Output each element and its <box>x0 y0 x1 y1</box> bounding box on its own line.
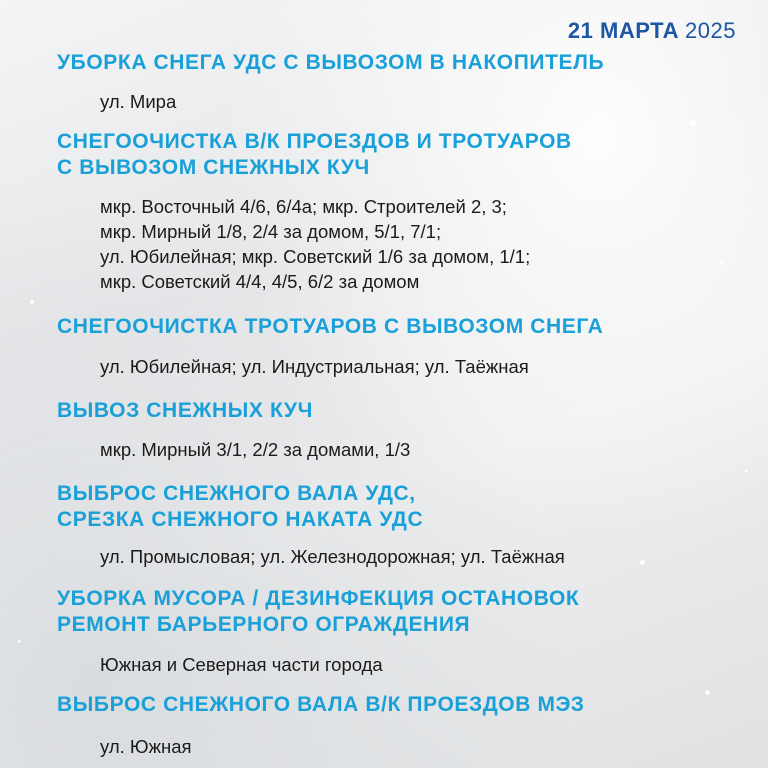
address-line: мкр. Советский 4/4, 4/5, 6/2 за домом <box>100 271 420 292</box>
snowflake-icon <box>705 690 710 695</box>
address-line: мкр. Мирный 1/8, 2/4 за домом, 5/1, 7/1; <box>100 221 442 242</box>
section-body <box>100 89 176 114</box>
section-title <box>57 692 585 718</box>
snowflake-icon <box>18 640 21 643</box>
snowflake-icon <box>745 470 748 473</box>
section-title <box>57 129 572 181</box>
section-title-line: РЕМОНТ БАРЬЕРНОГО ОГРАЖДЕНИЯ <box>57 613 471 636</box>
section-title <box>57 481 423 533</box>
section-title-line: УБОРКА МУСОРА / ДЕЗИНФЕКЦИЯ ОСТАНОВОК <box>57 587 580 610</box>
snowflake-icon <box>30 300 34 304</box>
date-header <box>568 18 736 44</box>
address-line: ул. Мира <box>100 91 177 112</box>
section-title-line: ВЫВОЗ СНЕЖНЫХ КУЧ <box>57 399 313 422</box>
section-body <box>100 437 410 462</box>
date-day-month: 21 МАРТА <box>567 18 680 43</box>
address-line: ул. Южная <box>100 736 192 757</box>
date-year: 2025 <box>685 18 736 43</box>
section-title-line: СНЕГООЧИСТКА В/К ПРОЕЗДОВ И ТРОТУАРОВ <box>57 130 572 153</box>
snowflake-icon <box>600 90 603 93</box>
address-line: ул. Юбилейная; ул. Индустриальная; ул. Таёжная <box>100 356 529 377</box>
section-title <box>57 398 313 424</box>
section-body <box>100 652 383 677</box>
address-line: ул. Промысловая; ул. Железнодорожная; ул. Таёжная <box>100 546 565 567</box>
address-line: мкр. Мирный 3/1, 2/2 за домами, 1/3 <box>100 439 411 460</box>
section-body <box>100 734 192 759</box>
section-title-line: СРЕЗКА СНЕЖНОГО НАКАТА УДС <box>57 508 424 531</box>
snowflake-icon <box>690 120 696 126</box>
section-title-line: ВЫБРОС СНЕЖНОГО ВАЛА УДС, <box>57 482 416 505</box>
section-title-line: ВЫБРОС СНЕЖНОГО ВАЛА В/К ПРОЕЗДОВ МЭЗ <box>57 693 585 716</box>
address-line: мкр. Восточный 4/6, 6/4а; мкр. Строителей 2, 3; <box>100 196 507 217</box>
section-title-line: С ВЫВОЗОМ СНЕЖНЫХ КУЧ <box>57 156 370 179</box>
section-title <box>57 50 604 76</box>
section-body <box>100 194 530 294</box>
snowflake-icon <box>640 560 645 565</box>
address-line: Южная и Северная части города <box>100 654 383 675</box>
section-body <box>100 354 529 379</box>
section-title-line: УБОРКА СНЕГА УДС С ВЫВОЗОМ В НАКОПИТЕЛЬ <box>57 51 605 74</box>
section-title <box>57 586 579 638</box>
section-title-line: СНЕГООЧИСТКА ТРОТУАРОВ С ВЫВОЗОМ СНЕГА <box>57 315 604 338</box>
snowflake-icon <box>720 260 724 264</box>
section-title <box>57 314 603 340</box>
section-body <box>100 544 565 569</box>
address-line: ул. Юбилейная; мкр. Советский 1/6 за домом, 1/1; <box>100 246 531 267</box>
